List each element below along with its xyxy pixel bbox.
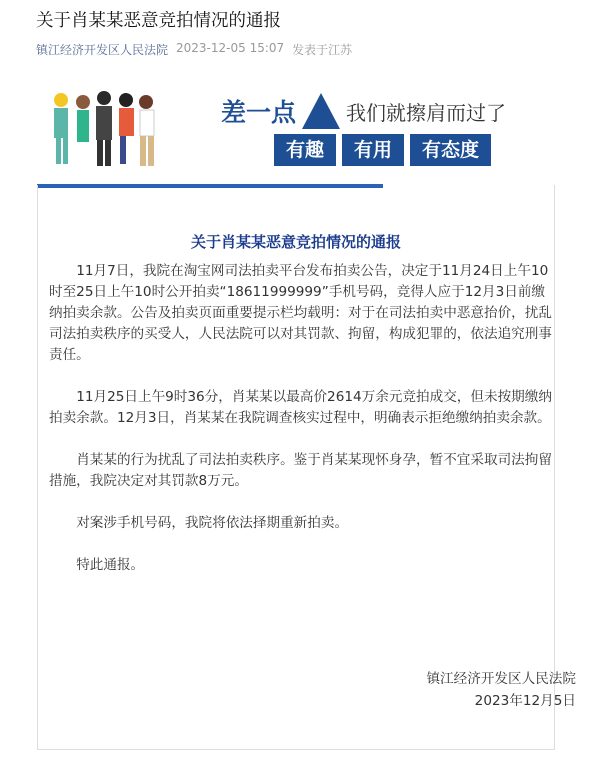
source-account-link[interactable]: 镇江经济开发区人民法院 <box>36 43 169 57</box>
notice-signature: 镇江经济开发区人民法院 <box>426 671 576 687</box>
notice-card <box>37 185 576 750</box>
banner-slogan <box>221 93 506 129</box>
notice-paragraph: 11月25日上午9时36分，肖某某以最高价2614万余元竞拍成交，但未按期缴纳拍卖余款。12月3日，肖某某在我院调查核实过程中，明确表示拒绝缴纳拍卖余款。 <box>49 389 552 426</box>
banner-tag: 有用 <box>342 134 404 166</box>
people-illustration-icon <box>36 80 186 175</box>
notice-body <box>49 261 554 597</box>
notice-paragraph: 肖某某的行为扰乱了司法拍卖秩序。鉴于肖某某现怀身孕，暂不宜采取司法拘留措施，我院决定对其罚款8万元。 <box>49 452 552 489</box>
banner-tag: 有趣 <box>274 134 336 166</box>
publish-datetime: 2023-12-05 15:07 <box>176 41 285 55</box>
triangle-icon <box>302 93 340 129</box>
banner-image <box>36 80 556 175</box>
banner-tags <box>274 134 491 166</box>
notice-paragraph: 对案涉手机号码，我院将依法择期重新拍卖。 <box>76 515 349 531</box>
article-title: 关于肖某某恶意竞拍情况的通报 <box>36 11 281 31</box>
notice-paragraph: 11月7日，我院在淘宝网司法拍卖平台发布拍卖公告，决定于11月24日上午10时至25日上午10时公开拍卖“18611999999”手机号码，竞得人应于12月3日前缴纳拍卖余款。公告及拍卖页面重要提示栏均载明：对于在司法拍卖中恶意抬价，扰乱司法拍卖秩序的买受人，人民法院可以对其罚款、拘留，构成犯罪的，依法追究刑事责任。 <box>49 263 552 363</box>
notice-date: 2023年12月5日 <box>474 693 576 709</box>
notice-title: 关于肖某某恶意竞拍情况的通报 <box>190 233 401 251</box>
banner-tag: 有态度 <box>410 134 491 166</box>
notice-signature-block <box>426 668 576 712</box>
article-meta <box>36 41 352 58</box>
notice-paragraph: 特此通报。 <box>76 557 145 573</box>
publish-location: 发表于江苏 <box>292 43 353 57</box>
banner-big-text: 差一点 <box>221 98 297 127</box>
banner-small-text: 我们就擦肩而过了 <box>346 100 507 125</box>
